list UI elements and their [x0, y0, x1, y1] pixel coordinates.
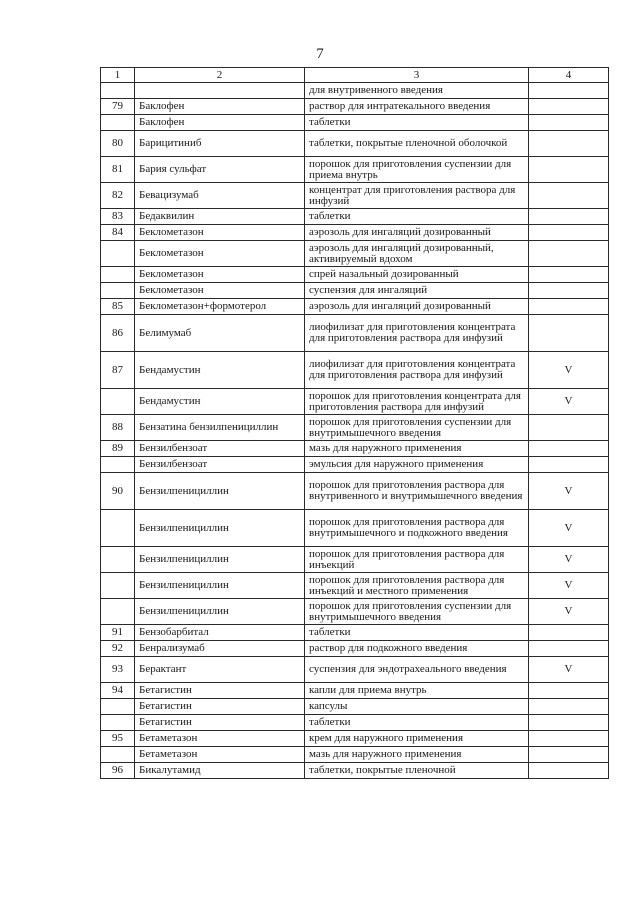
mark-cell — [529, 699, 609, 715]
mark-cell: V — [529, 573, 609, 599]
drug-name: Бетагистин — [135, 699, 305, 715]
table-row — [101, 315, 609, 352]
dosage-form: суспензия для ингаляций — [305, 283, 529, 299]
dosage-form: таблетки — [305, 115, 529, 131]
mark-cell — [529, 315, 609, 352]
dosage-form: таблетки, покрытые пленочной оболочкой — [305, 131, 529, 157]
mark-cell — [529, 731, 609, 747]
table-header-row — [101, 68, 609, 83]
row-number — [101, 241, 135, 267]
mark-cell — [529, 441, 609, 457]
drug-name: Беклометазон+формотерол — [135, 299, 305, 315]
table-row — [101, 115, 609, 131]
row-number — [101, 747, 135, 763]
dosage-form: концентрат для приготовления раствора для инфузий — [305, 183, 529, 209]
table-row — [101, 209, 609, 225]
drug-name: Бензилпенициллин — [135, 599, 305, 625]
dosage-form: аэрозоль для ингаляций дозированный — [305, 299, 529, 315]
row-number: 94 — [101, 683, 135, 699]
dosage-form: для внутривенного введения — [305, 83, 529, 99]
dosage-form: порошок для приготовления суспензии для приема внутрь — [305, 157, 529, 183]
dosage-form: суспензия для эндотрахеального введения — [305, 657, 529, 683]
dosage-form: раствор для интратекального введения — [305, 99, 529, 115]
mark-cell — [529, 715, 609, 731]
row-number — [101, 457, 135, 473]
mark-cell: V — [529, 547, 609, 573]
table-row — [101, 225, 609, 241]
mark-cell: V — [529, 599, 609, 625]
dosage-form: порошок для приготовления раствора для внутримышечного и подкожного введения — [305, 510, 529, 547]
row-number — [101, 547, 135, 573]
drug-name: Бенрализумаб — [135, 641, 305, 657]
table-row — [101, 389, 609, 415]
mark-cell — [529, 115, 609, 131]
drug-name: Бензилпенициллин — [135, 547, 305, 573]
drug-name: Бетагистин — [135, 683, 305, 699]
drug-name: Бензилпенициллин — [135, 473, 305, 510]
row-number: 87 — [101, 352, 135, 389]
table-row — [101, 457, 609, 473]
drug-name: Бария сульфат — [135, 157, 305, 183]
drug-name: Беклометазон — [135, 283, 305, 299]
dosage-form: аэрозоль для ингаляций дозированный, активируемый вдохом — [305, 241, 529, 267]
table-row — [101, 183, 609, 209]
dosage-form: порошок для приготовления суспензии для внутримышечного введения — [305, 415, 529, 441]
drug-name: Бензатина бензилпенициллин — [135, 415, 305, 441]
table-row — [101, 441, 609, 457]
mark-cell — [529, 641, 609, 657]
row-number — [101, 283, 135, 299]
table-row — [101, 241, 609, 267]
dosage-form: таблетки, покрытые пленочной — [305, 763, 529, 779]
table-row — [101, 99, 609, 115]
drug-name: Бендамустин — [135, 389, 305, 415]
drug-name: Бензилбензоат — [135, 441, 305, 457]
header-col-2: 2 — [135, 68, 305, 83]
row-number: 88 — [101, 415, 135, 441]
dosage-form: порошок для приготовления раствора для инъекций и местного применения — [305, 573, 529, 599]
table-row — [101, 131, 609, 157]
row-number: 80 — [101, 131, 135, 157]
row-number: 96 — [101, 763, 135, 779]
table-row — [101, 641, 609, 657]
dosage-form: аэрозоль для ингаляций дозированный — [305, 225, 529, 241]
row-number — [101, 573, 135, 599]
mark-cell — [529, 183, 609, 209]
row-number: 82 — [101, 183, 135, 209]
dosage-form: лиофилизат для приготовления концентрата для приготовления раствора для инфузий — [305, 315, 529, 352]
row-number: 93 — [101, 657, 135, 683]
mark-cell — [529, 83, 609, 99]
dosage-form: крем для наружного применения — [305, 731, 529, 747]
row-number: 85 — [101, 299, 135, 315]
mark-cell — [529, 625, 609, 641]
drug-name: Бетаметазон — [135, 731, 305, 747]
drug-name — [135, 83, 305, 99]
drug-name: Бетагистин — [135, 715, 305, 731]
table-row — [101, 83, 609, 99]
header-col-4: 4 — [529, 68, 609, 83]
row-number: 92 — [101, 641, 135, 657]
table-row — [101, 510, 609, 547]
mark-cell — [529, 283, 609, 299]
table-row — [101, 352, 609, 389]
row-number — [101, 699, 135, 715]
table-row — [101, 415, 609, 441]
mark-cell — [529, 457, 609, 473]
drug-name: Берактант — [135, 657, 305, 683]
mark-cell — [529, 747, 609, 763]
table-row — [101, 473, 609, 510]
dosage-form: порошок для приготовления раствора для внутривенного и внутримышечного введения — [305, 473, 529, 510]
drug-name: Баклофен — [135, 115, 305, 131]
drug-name: Барицитиниб — [135, 131, 305, 157]
table-row — [101, 299, 609, 315]
mark-cell: V — [529, 657, 609, 683]
dosage-form: таблетки — [305, 625, 529, 641]
drug-name: Бендамустин — [135, 352, 305, 389]
row-number — [101, 510, 135, 547]
mark-cell: V — [529, 389, 609, 415]
mark-cell — [529, 241, 609, 267]
drug-name: Бетаметазон — [135, 747, 305, 763]
dosage-form: порошок для приготовления суспензии для внутримышечного введения — [305, 599, 529, 625]
drug-name: Бензилпенициллин — [135, 573, 305, 599]
dosage-form: эмульсия для наружного применения — [305, 457, 529, 473]
table-row — [101, 715, 609, 731]
row-number — [101, 715, 135, 731]
table-body — [101, 68, 609, 779]
drug-name: Бедаквилин — [135, 209, 305, 225]
drug-name: Белимумаб — [135, 315, 305, 352]
dosage-form: спрей назальный дозированный — [305, 267, 529, 283]
table-row — [101, 747, 609, 763]
row-number — [101, 115, 135, 131]
dosage-form: таблетки — [305, 209, 529, 225]
drug-table — [100, 67, 609, 779]
row-number: 89 — [101, 441, 135, 457]
table-row — [101, 267, 609, 283]
drug-name: Бензобарбитал — [135, 625, 305, 641]
dosage-form: раствор для подкожного введения — [305, 641, 529, 657]
dosage-form: мазь для наружного применения — [305, 747, 529, 763]
mark-cell — [529, 267, 609, 283]
mark-cell — [529, 209, 609, 225]
dosage-form: лиофилизат для приготовления концентрата для приготовления раствора для инфузий — [305, 352, 529, 389]
row-number: 95 — [101, 731, 135, 747]
row-number: 90 — [101, 473, 135, 510]
table-row — [101, 657, 609, 683]
drug-name: Баклофен — [135, 99, 305, 115]
mark-cell: V — [529, 473, 609, 510]
mark-cell — [529, 763, 609, 779]
header-col-1: 1 — [101, 68, 135, 83]
drug-name: Бензилбензоат — [135, 457, 305, 473]
table-row — [101, 625, 609, 641]
dosage-form: порошок для приготовления концентрата для приготовления раствора для инфузий — [305, 389, 529, 415]
drug-name: Бензилпенициллин — [135, 510, 305, 547]
mark-cell — [529, 99, 609, 115]
table-row — [101, 573, 609, 599]
mark-cell — [529, 157, 609, 183]
mark-cell — [529, 225, 609, 241]
row-number: 86 — [101, 315, 135, 352]
mark-cell — [529, 415, 609, 441]
table-row — [101, 157, 609, 183]
drug-name: Беклометазон — [135, 225, 305, 241]
row-number — [101, 267, 135, 283]
row-number — [101, 389, 135, 415]
dosage-form: таблетки — [305, 715, 529, 731]
row-number — [101, 599, 135, 625]
mark-cell — [529, 683, 609, 699]
mark-cell: V — [529, 510, 609, 547]
mark-cell — [529, 131, 609, 157]
row-number — [101, 83, 135, 99]
table-row — [101, 699, 609, 715]
drug-name: Беклометазон — [135, 267, 305, 283]
row-number: 91 — [101, 625, 135, 641]
table-row — [101, 763, 609, 779]
table-row — [101, 683, 609, 699]
mark-cell: V — [529, 352, 609, 389]
table-row — [101, 283, 609, 299]
dosage-form: капсулы — [305, 699, 529, 715]
header-col-3: 3 — [305, 68, 529, 83]
drug-name: Бикалутамид — [135, 763, 305, 779]
row-number: 83 — [101, 209, 135, 225]
dosage-form: порошок для приготовления раствора для инъекций — [305, 547, 529, 573]
dosage-form: мазь для наружного применения — [305, 441, 529, 457]
table-row — [101, 547, 609, 573]
drug-name: Беклометазон — [135, 241, 305, 267]
dosage-form: капли для приема внутрь — [305, 683, 529, 699]
row-number: 81 — [101, 157, 135, 183]
table-row — [101, 731, 609, 747]
drug-name: Бевацизумаб — [135, 183, 305, 209]
row-number: 79 — [101, 99, 135, 115]
page-number: 7 — [316, 46, 324, 62]
row-number: 84 — [101, 225, 135, 241]
table-row — [101, 599, 609, 625]
mark-cell — [529, 299, 609, 315]
